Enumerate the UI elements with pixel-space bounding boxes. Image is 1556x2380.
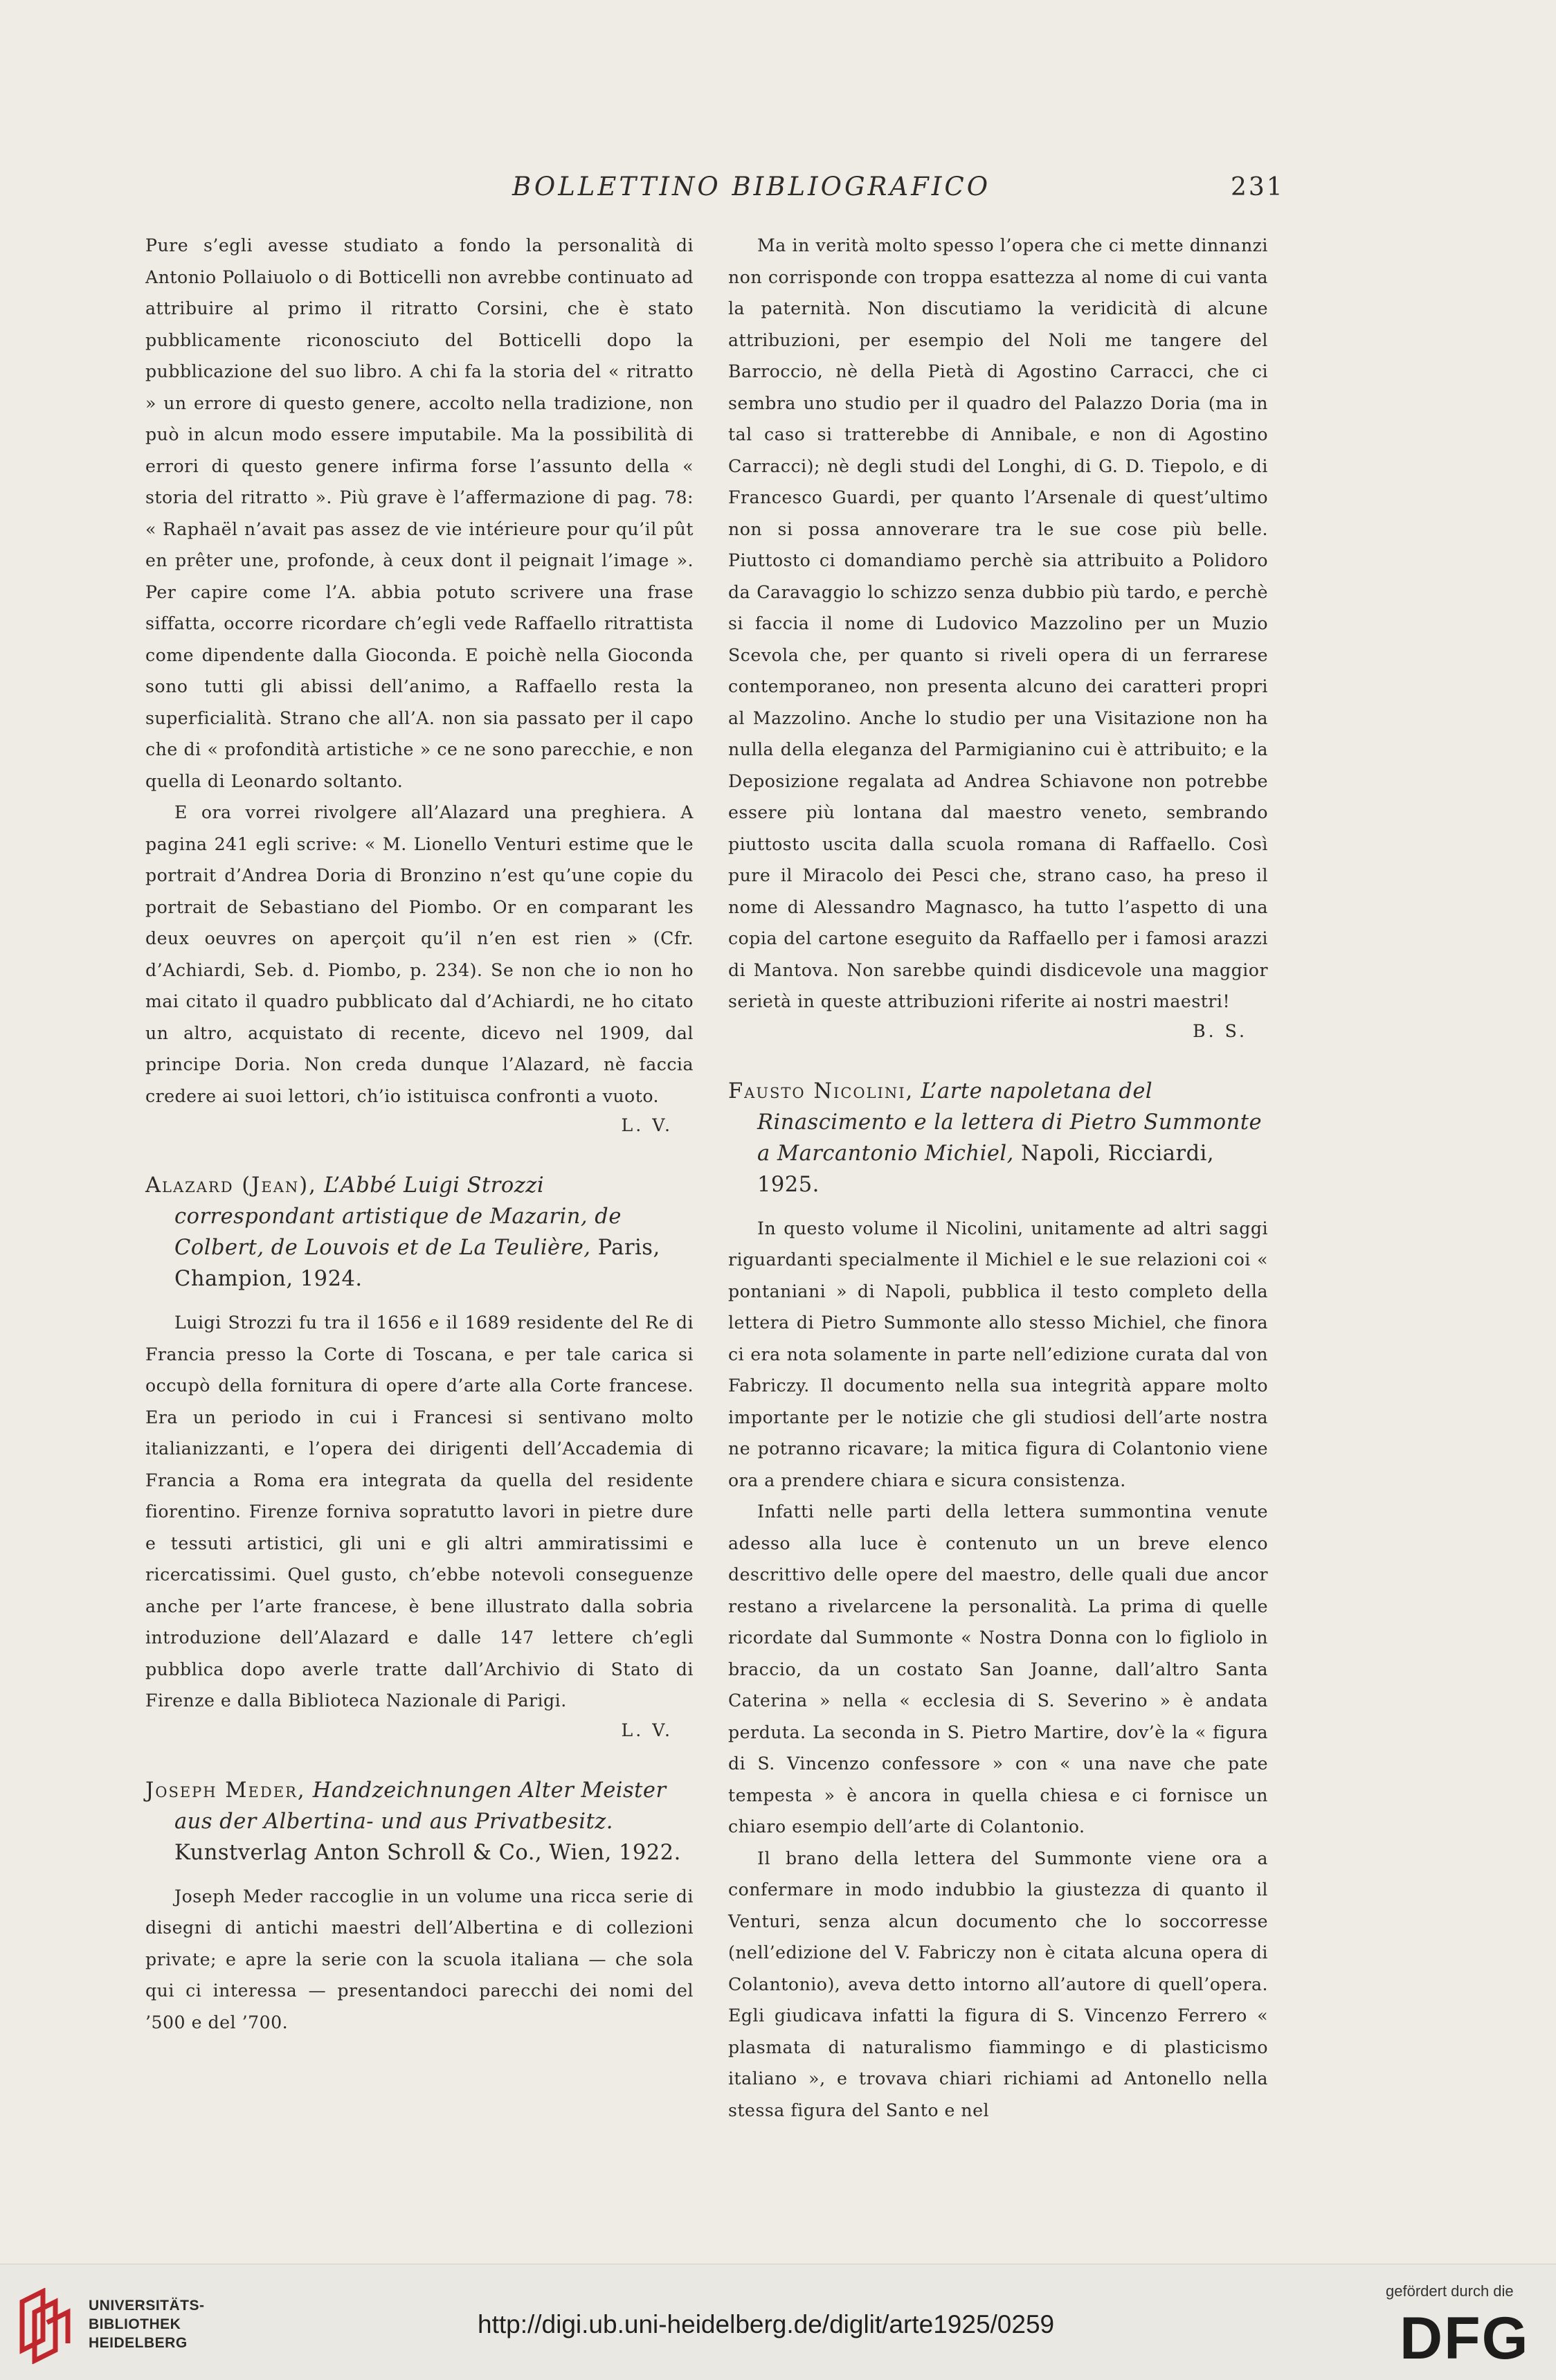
library-name-line: BIBLIOTHEK [89,2316,181,2332]
entry-publication: Paris, Champion, 1924. [174,1236,660,1291]
left-column [145,230,694,2038]
library-name[interactable] [89,2296,205,2352]
running-title: BOLLETTINO BIBLIOGRAFICO [512,172,991,201]
library-name-line: UNIVERSITÄTS- [89,2298,205,2314]
permalink-url[interactable]: http://digi.ub.uni-heidelberg.de/diglit/arte1925/0259 [478,2310,1055,2338]
entry-author: Alazard (Jean), [145,1173,317,1198]
dfg-logo-text: DFG [1400,2309,1530,2364]
running-head [0,172,1556,213]
review-paragraph: Ma in verità molto spesso l’opera che ci mette dinnanzi non corrisponde con troppa esattezza al nome di cui vanta la paternità. Non discutiamo la veridicità di alcune attribuzioni, per esempio del Noli me tangere del Barroccio, nè della Pietà di Agostino Carracci, che ci sembra uno studio per il quadro del Palazzo Doria (ma in tal caso si tratterebbe di Annibale, e non di Agostino Carracci); nè degli studi del Longhi, di G. D. Tiepolo, e di Francesco Guardi, per quanto l’Arsenale di quest’ultimo non si possa annoverare tra le sue cose più belle. Piuttosto ci domandiamo perchè sia attribuito a Polidoro da Caravaggio lo schizzo senza dubbio più tardo, e perchè si faccia il nome di Ludovico Mazzolino per un Muzio Scevola che, per quanto si riveli opera di un ferrarese contemporaneo, non presenta alcuno dei caratteri propri al Mazzolino. Anche lo studio per una Visitazione non ha nulla della eleganza del Parmigianino cui è attribuito; e la Deposizione regalata ad Andrea Schiavone non potrebbe essere più lontana dal maestro veneto, sembrando piuttosto uscita dalla scuola romana di Raffaello. Così pure il Miracolo dei Pesci che, strano caso, ha preso il nome di Alessandro Magnasco, ha tutto l’aspetto di una copia del cartone eseguito da Raffaello per i famosi arazzi di Mantova. Non sarebbe quindi disdicevole una maggior serietà in queste attribuzioni riferite ai nostri maestri! [728,235,1268,1011]
bibliographic-entry-heading [145,1775,694,1868]
entry-title: Handzeichnungen Alter Meister aus der Albertina- und aus Privatbesitz. [174,1778,667,1834]
review-paragraph: Pure s’egli avesse studiato a fondo la personalità di Antonio Pollaiuolo o di Botticelli non avrebbe continuato ad attribuire al primo il ritratto Corsini, che è stato pubblicamente riconosciuto del Botticelli dopo la pubblicazione del suo libro. A chi fa la storia del « ritratto » un errore di questo genere, accolto nella tradizione, non può in alcun modo essere imputabile. Ma la possibilità di errori di questo genere infirma forse l’assunto della « storia del ritratto ». Più grave è l’affermazione di pag. 78: « Raphaël n’avait pas assez de vie intérieure pour qu’il pût en prêter une, profonde, à ceux dont il peignait l’image ». Per capire come l’A. abbia potuto scrivere una frase siffatta, occorre ricordare ch’egli vede Raffaello ritrattista come dipendente dalla Gioconda. E poichè nella Gioconda sono tutti gli abissi dell’animo, a Raffaello resta la superficialità. Strano che all’A. non sia passato per il capo che di « profondità artistiche » ce ne sono parecchie, e non quella di Leonardo soltanto. [145,235,694,791]
entry-author: Fausto Nicolini, [728,1079,914,1103]
review-paragraph: Infatti nelle parti della lettera summontina venute adesso alla luce è contenuto un un breve elenco descrittivo delle opere del maestro, delle quali due ancor restano a rivelarcene la personalità. La prima di quelle ricordate dal Summonte « Nostra Donna con lo figliolo in braccio, da un costato San Joanne, dall’altro Santa Caterina » nella « ecclesia di S. Severino » è andata perduta. La seconda in S. Pietro Martire, dov’è la « figura di S. Vincenzo confessore » con « una nave che pate tempesta » è ancora in quella chiesa e ci fornisce un chiaro esempio dell’arte di Colantonio. [728,1502,1268,1837]
page-number: 231 [1231,173,1285,201]
review-signature: B. S. [1193,1020,1247,1041]
bibliographic-entry-heading [145,1170,694,1295]
bibliographic-entry-heading [728,1076,1268,1200]
review-signature: L. V. [621,1115,673,1135]
review-paragraph: In questo volume il Nicolini, unitamente ad altri saggi riguardanti specialmente il Michiel e le sue relazioni coi « pontaniani » di Napoli, pubblica il testo completo della lettera di Pietro Summonte allo stesso Michiel, che finora ci era nota solamente in parte nell’edizione curata dal von Fabriczy. Il documento nella sua integrità appare molto importante per le notizie che gli studiosi dell’arte nostra ne potranno ricavare; la mitica figura di Colantonio viene ora a prendere chiara e sicura consistenza. [728,1218,1268,1490]
dfg-logo-icon[interactable] [1400,2309,1538,2364]
review-signature: L. V. [621,1720,673,1740]
review-paragraph: Luigi Strozzi fu tra il 1656 e il 1689 residente del Re di Francia presso la Corte di Toscana, e per tale carica si occupò della fornitura di opere d’arte alla Corte francese. Era un periodo in cui i Francesi si sentivano molto italianizzanti, e l’opera dei dirigenti dell’Accademia di Francia a Roma era integrata da quella del residente fiorentino. Firenze forniva sopratutto lavori in pietre dure e tessuti artistici, gli uni e gli altri ammiratissimi e ricercatissimi. Quel gusto, ch’ebbe notevoli conseguenze anche per l’arte francese, è bene illustrato dalla sobria introduzione dell’Alazard e dalle 147 lettere ch’egli pubblica dopo averle tratte dall’Archivio di Stato di Firenze e dalla Biblioteca Nazionale di Parigi. [145,1313,694,1711]
digitization-footer [0,2264,1556,2380]
entry-publication: Kunstverlag Anton Schroll & Co., Wien, 1922. [174,1840,681,1865]
library-name-line: HEIDELBERG [89,2335,188,2351]
entry-title: L’Abbé Luigi Strozzi correspondant artistique de Mazarin, de Colbert, de Louvois et de La Teulière, [174,1173,622,1260]
entry-title: L’arte napoletana del Rinascimento e la lettera di Pietro Summonte a Marcantonio Michiel, [757,1079,1263,1166]
review-paragraph: Joseph Meder raccoglie in un volume una ricca serie di disegni di antichi maestri dell’Albertina e di collezioni private; e apre la serie con la scuola italiana — che sola qui ci interessa — presentandoci parecchi dei nomi del ’500 e del ’700. [145,1886,694,2032]
entry-publication: Napoli, Ricciardi, 1925. [757,1141,1215,1197]
right-column [728,230,1268,2126]
review-paragraph: Il brano della lettera del Summonte viene ora a confermare in modo indubbio la giustezza di quanto il Venturi, senza alcun documento che lo soccorresse (nell’edizione del V. Fabriczy non è citata alcuna opera di Colantonio), aveva detto intorno all’autore di quell’opera. Egli giudicava infatti la figura di S. Vincenzo Ferrero « plasmata di naturalismo fiammingo e di plasticismo italiano », e trovava chiari richiami ad Antonello nella stessa figura del Santo e nel [728,1848,1268,2120]
review-paragraph: E ora vorrei rivolgere all’Alazard una preghiera. A pagina 241 egli scrive: « M. Lionello Venturi estime que le portrait d’Andrea Doria di Bronzino n’est qu’une copie du portrait de Sebastiano del Piombo. Or en comparant les deux oeuvres on aperçoit qu’il n’en est rien » (Cfr. d’Achiardi, Seb. d. Piombo, p. 234). Se non che io non ho mai citato il quadro pubblicato dal d’Achiardi, ne ho citato un altro, acquistato di recente, dicevo nel 1909, dal principe Doria. Non creda dunque l’Alazard, nè faccia credere ai suoi lettori, ch’io istituisca confronti a vuoto. [145,802,694,1106]
entry-author: Joseph Meder, [145,1778,306,1803]
university-library-logo-icon[interactable] [15,2288,78,2364]
funder-label: gefördert durch die [1386,2282,1514,2300]
